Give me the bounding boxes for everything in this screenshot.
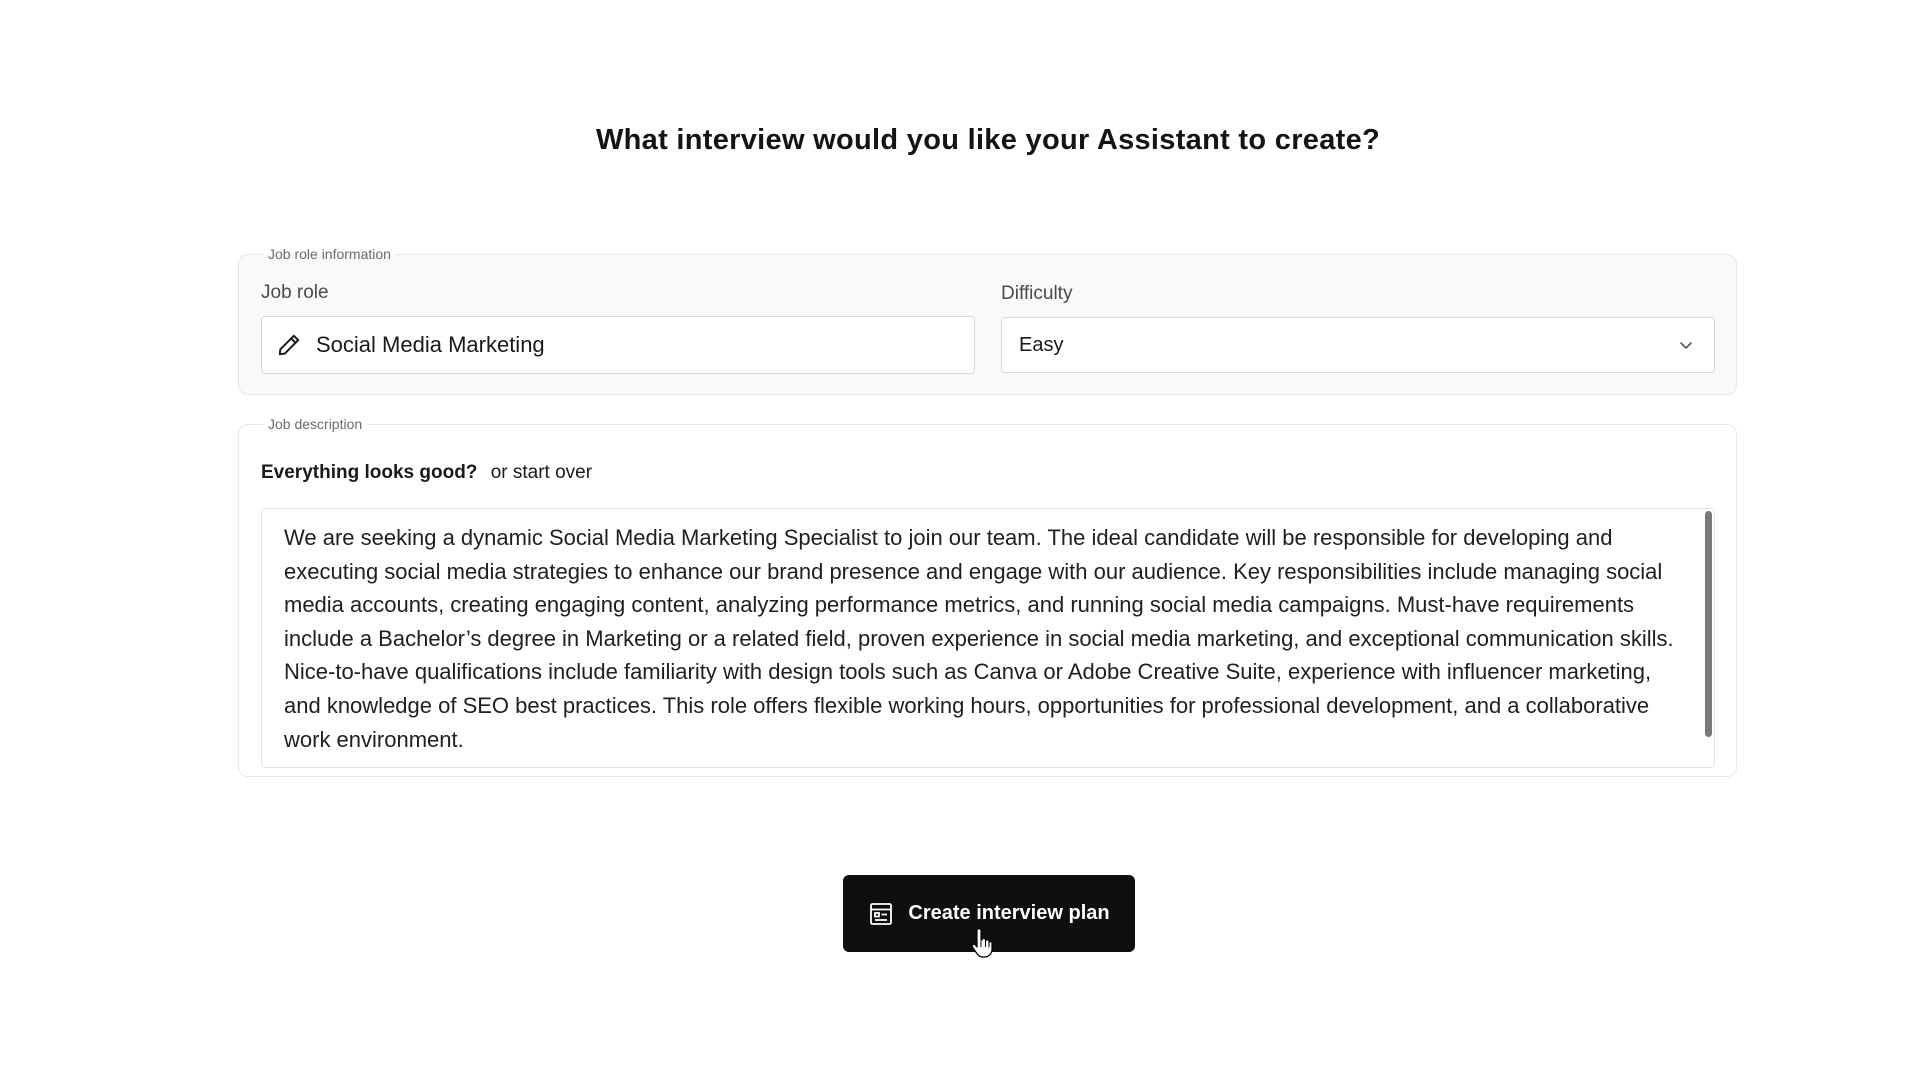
job-role-value: Social Media Marketing	[316, 332, 545, 357]
page-title: What interview would you like your Assistant to create?	[595, 124, 1381, 156]
difficulty-select[interactable]	[1001, 317, 1715, 373]
difficulty-value: Easy	[1019, 333, 1064, 356]
hand-cursor-icon	[971, 928, 993, 958]
description-confirmation	[261, 462, 592, 484]
job-description-textarea[interactable]	[261, 508, 1715, 768]
job-role-information-section	[238, 246, 1737, 395]
start-over-link[interactable]: or start over	[490, 462, 593, 483]
create-interview-plan-label: Create interview plan	[908, 902, 1110, 924]
job-description-section	[238, 416, 1737, 777]
job-description-legend: Job description	[268, 416, 363, 432]
chevron-down-icon	[1676, 335, 1696, 355]
difficulty-label: Difficulty	[1001, 283, 1073, 304]
textarea-scrollbar[interactable]	[1705, 511, 1712, 737]
interview-plan-icon	[868, 901, 894, 927]
pencil-icon	[276, 332, 302, 358]
job-role-information-legend: Job role information	[268, 246, 391, 262]
job-role-input[interactable]	[261, 316, 975, 374]
job-description-text: We are seeking a dynamic Social Media Marketing Specialist to join our team. The ideal candidate will be responsible for developing and executing social media strategies to enhance our brand presence and engage with our audience. Key responsibilities include managing social media accounts, creating engaging content, analyzing performance metrics, and running social media campaigns. Must-have requirements include a Bachelor’s degree in Marketing or a related field, proven experience in social media marketing, and exceptional communication skills. Nice-to-have qualifications include familiarity with design tools such as Canva or Adobe Creative Suite, experience with influencer marketing, and knowledge of SEO best practices. This role offers flexible working hours, opportunities for professional development, and a collaborative work environment.	[284, 525, 1674, 752]
everything-looks-good-text: Everything looks good?	[261, 462, 478, 483]
job-role-label: Job role	[261, 282, 329, 303]
